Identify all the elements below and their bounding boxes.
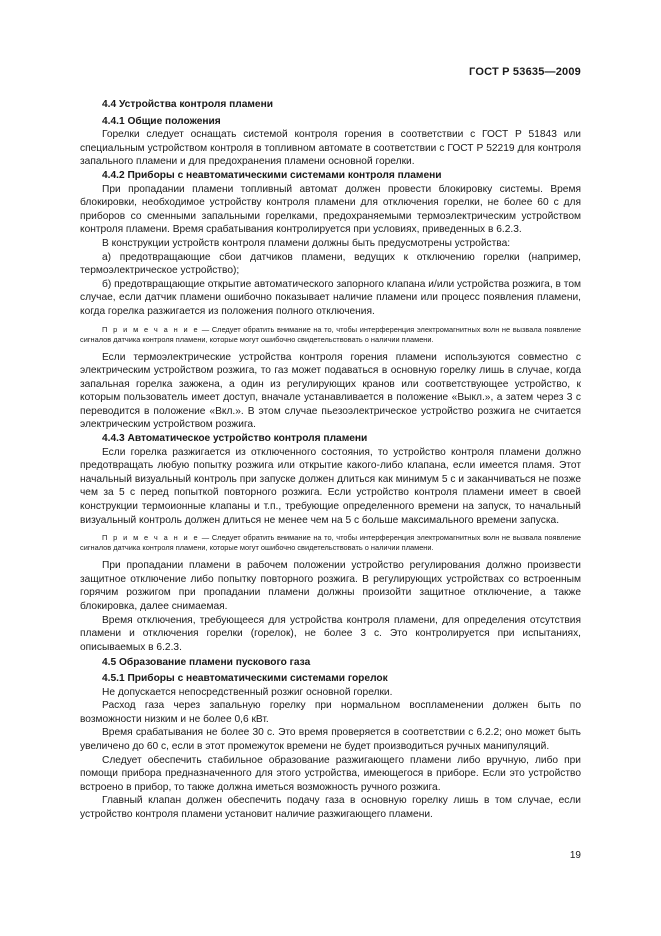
page-body — [80, 98, 581, 822]
section-4-4-2-paragraph-2: В конструкции устройств контроля пламени должны быть предусмотрены устройства: — [102, 237, 511, 249]
section-4-4-2-item-a: а) предотвращающие сбои датчиков пламени, ведущих к отключению горелки (например, термоэлектрическое устройство); — [80, 251, 581, 277]
note-text: — Следует обратить внимание на то, чтобы интерференция электромагнитных волн не вызвала появление сигналов датчика контроля пламени, которые могут ошибочно свидетельствовать о наличии пламени. — [80, 533, 581, 553]
section-4-4-3-paragraph-2: При пропадании пламени в рабочем положении устройство регулирования должно произвести защитное отключение либо попытку повторного розжига. В регулирующих устройствах со встроенным горячим розжигом при пропадании пламени должны произойти защитное отключение, а также блокировка, далее снимаемая. — [80, 560, 581, 612]
document-header: ГОСТ Р 53635—2009 — [469, 66, 581, 78]
section-4-4-3-heading: 4.4.3 Автоматическое устройство контроля пламени — [102, 433, 368, 445]
section-4-5-1-heading: 4.5.1 Приборы с неавтоматическими системами горелок — [102, 672, 388, 684]
section-4-4-3-note — [80, 533, 581, 553]
note-text: — Следует обратить внимание на то, чтобы интерференция электромагнитных волн не вызвала появление сигналов датчика контроля пламени, которые могут ошибочно свидетельствовать о наличии пламени. — [80, 324, 581, 344]
section-4-5-1-paragraph-1: Не допускается непосредственный розжиг основной горелки. — [102, 686, 393, 698]
section-4-4-2-paragraph-3: Если термоэлектрические устройства контроля горения пламени используются совместно с электрическим устройством розжига, то газ может подаваться в основную горелку лишь в случае, когда запальная горелка зажжена, а один из регулирующих кранов или соответствующее устройство, к которым пользователь имеет доступ, вначале устанавливается в положение «Выкл.», а затем через 3 с переводится в положение «Вкл.». В этом случае пьезоэлектрическое устройство розжига не считается электрическим устройством розжига. — [80, 351, 581, 431]
note-label: П р и м е ч а н и е — [102, 533, 200, 543]
section-4-5-1-paragraph-4: Следует обеспечить стабильное образование разжигающего пламени либо вручную, либо при помощи прибора предназначенного для этого устройства, имеющегося в приборе. Если это устройство встроено в прибор, то также должна иметься возможность ручного розжига. — [80, 754, 581, 793]
section-4-4-1-paragraph: Горелки следует оснащать системой контроля горения в соответствии с ГОСТ Р 51843 или специальным устройством контроля в топливном автомате в соответствии с ГОСТ Р 52219 для контроля запального пламени и для предохранения пламени основной горелки. — [80, 129, 581, 168]
section-4-5-1-paragraph-2: Расход газа через запальную горелку при нормальном воспламенении должен быть по возможности низким и не более 0,6 кВт. — [80, 700, 581, 725]
section-4-4-2-paragraph-1: При пропадании пламени топливный автомат должен провести блокировку системы. Время блокировки, необходимое устройству контроля пламени для отключения горелки, не более 60 с для приборов со сменными запальными горелками, предохраняемыми термоэлектрическим устройством контроля пламени. Время срабатывания контролируется при условиях, приведенных в 6.2.3. — [80, 183, 581, 236]
section-4-5-heading: 4.5 Образование пламени пускового газа — [102, 657, 311, 669]
section-4-5-1-paragraph-3: Время срабатывания не более 30 с. Это время проверяется в соответствии с 6.2.2; оно может быть увеличено до 60 с, если в этот промежуток времени не будет производиться ручных манипуляций. — [80, 727, 581, 752]
note-label: П р и м е ч а н и е — [102, 324, 200, 334]
section-4-4-3-paragraph-3: Время отключения, требующееся для устройства контроля пламени, для определения отсутствия пламени и отключения горелки (горелок), не более 3 с. Это контролируется при испытаниях, описываемых в 6.2.3. — [80, 614, 581, 653]
section-4-4-2-item-b: б) предотвращающие открытие автоматического запорного клапана и/или устройства розжига, в том случае, если датчик пламени ошибочно показывает наличие пламени или процесс появления пламени, когда горелка разжигается из положения полного отключения. — [80, 278, 581, 317]
section-4-4-3-paragraph-1: Если горелка разжигается из отключенного состояния, то устройство контроля пламени должно предотвращать любую попытку розжига или открытие какого-либо клапана, если имеется пламя. Этот начальный визуальный контроль при запуске должен длиться как минимум 5 с и заканчиваться не позже чем за 5 с перед попыткой повторного розжига. Если устройство контроля пламени имеет в своей конструкции термоионные клапаны и т.п., требующие определенного времени на запуск, то начальный визуальный контроль должен длиться не менее чем на 5 с больше максимального времени запуска. — [80, 446, 581, 526]
page-number: 19 — [569, 850, 581, 861]
section-4-4-heading: 4.4 Устройства контроля пламени — [102, 99, 274, 110]
section-4-5-1-paragraph-5: Главный клапан должен обеспечить подачу газа в основную горелку лишь в том случае, если устройство контроля пламени установит наличие разжигающего пламени. — [80, 795, 581, 820]
section-4-4-2-heading: 4.4.2 Приборы с неавтоматическими системами контроля пламени — [102, 169, 442, 181]
section-4-4-1-heading: 4.4.1 Общие положения — [102, 115, 221, 127]
section-4-4-2-note — [80, 325, 581, 345]
